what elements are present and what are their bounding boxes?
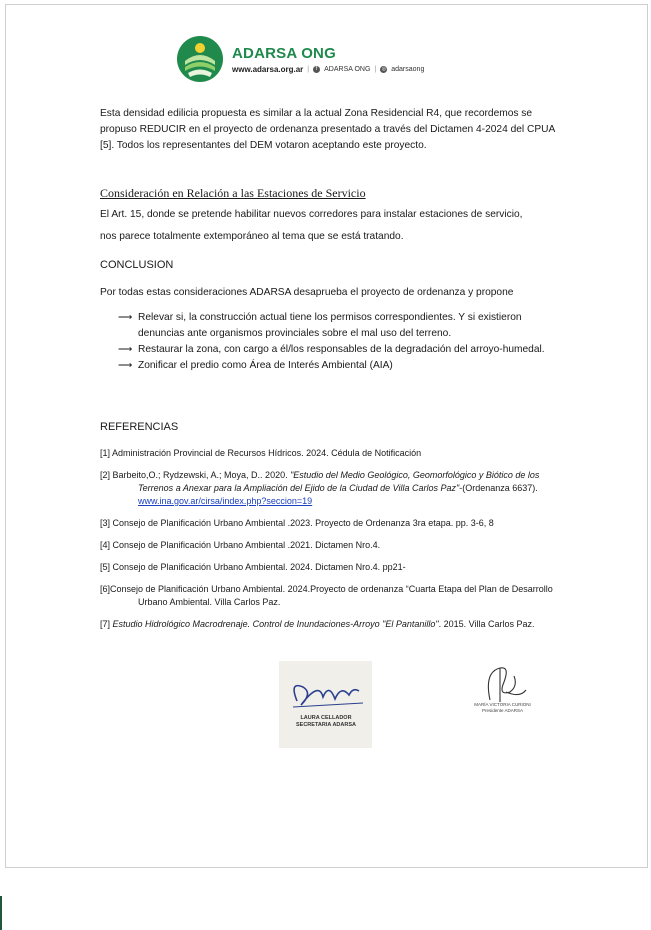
signature-right-caption: [470, 702, 535, 714]
list-item-text: Restaurar la zona, con cargo a él/los responsables de la degradación del arroyo-humedal.: [138, 344, 545, 355]
arrow-icon: ⟶: [118, 344, 133, 355]
facebook-handle[interactable]: ADARSA ONG: [324, 65, 371, 73]
reference-item: [100, 469, 560, 508]
signature-left-caption: [289, 715, 363, 729]
conclusion-text: Por todas estas consideraciones ADARSA desaprueba el proyecto de ordenanza y propone: [100, 287, 514, 298]
contact-line: [232, 65, 424, 74]
conclusion-title: CONCLUSION: [100, 259, 174, 271]
brand-name: [232, 45, 424, 62]
brand-title: ADARSA: [232, 44, 297, 62]
facebook-icon: f: [313, 66, 320, 73]
signature-left-name: LAURA CELLADOR: [300, 715, 352, 721]
list-item-text: Zonificar el predio como Área de Interés Ambiental (AIA): [138, 360, 393, 371]
conclusion-list: [118, 310, 558, 374]
reference-link[interactable]: www.ina.gov.ar/cirsa/index.php?seccion=19: [138, 496, 313, 506]
reference-item: [1] Administración Provincial de Recursos Hídricos. 2024. Cédula de Notificación: [100, 448, 422, 458]
list-item-text: Relevar si, la construcción actual tiene los permisos correspondientes. Y si existieron denuncias ante organismos provinciales sobre el mal uso del terreno.: [138, 312, 522, 339]
reference-item: [100, 618, 560, 631]
reference-item: [3] Consejo de Planificación Urbano Ambiental .2023. Proyecto de Ordenanza 3ra etapa. pp. 3-6, 8: [100, 518, 494, 528]
reference-title: "Estudio del Medio Geológico, Geomorfológico y Biótico de los Terrenos a Anexar para la Ampliación del Ejido de la Ciudad de Villa Carlos Paz": [138, 470, 540, 493]
instagram-icon: ◎: [381, 65, 386, 72]
references-title: REFERENCIAS: [100, 421, 179, 433]
section-title-stations: Consideración en Relación a las Estaciones de Servicio: [100, 186, 366, 200]
divider: |: [307, 65, 310, 73]
handwritten-signature-icon: [470, 662, 535, 704]
signature-left: [279, 661, 372, 748]
intro-paragraph: Esta densidad edilicia propuesta es similar a la actual Zona Residencial R4, que recordemos se propuso REDUCIR en el proyecto de ordenanza presentado a través del Dictamen 4-2024 del CPUA [5]. Todos los representantes del DEM votaron aceptando este proyecto.: [100, 108, 555, 151]
header-logo: [176, 35, 424, 83]
signature-right-role: Presidente ADARSA: [481, 708, 524, 713]
signature-left-role: SECRETARIA ADARSA: [296, 722, 356, 728]
reference-authors: [2] Barbeito,O.; Rydzewski, A.; Moya, D.. 2020.: [100, 470, 291, 480]
divider: |: [374, 65, 377, 73]
instagram-handle[interactable]: adarsaong: [391, 65, 425, 73]
brand-suffix: ONG: [301, 44, 336, 62]
reference-detail: . 2015. Villa Carlos Paz.: [438, 619, 535, 629]
arrow-icon: ⟶: [118, 312, 133, 323]
signature-right: [470, 662, 535, 747]
stations-line-2: nos parece totalmente extemporáneo al tema que se está tratando.: [100, 231, 404, 242]
reference-item: [5] Consejo de Planificación Urbano Ambiental. 2024. Dictamen Nro.4. pp21-: [100, 562, 406, 572]
references-list: [100, 447, 560, 640]
stations-line-1: El Art. 15, donde se pretende habilitar nuevos corredores para instalar estaciones de servicio,: [100, 209, 523, 220]
website-link[interactable]: www.adarsa.org.ar: [232, 64, 304, 74]
page-edge-divider: [0, 896, 2, 930]
reference-number: [7]: [100, 619, 113, 629]
list-item: [118, 310, 558, 342]
reference-detail: -(Ordenanza 6637).: [459, 483, 538, 493]
list-item: [118, 342, 558, 358]
adarsa-logo-icon: [176, 35, 224, 83]
reference-item: [6]Consejo de Planificación Urbano Ambiental. 2024.Proyecto de ordenanza “Cuarta Etapa del Plan de Desarrollo Urbano Ambiental. Villa Carlos Paz.: [100, 584, 553, 607]
reference-item: [4] Consejo de Planificación Urbano Ambiental .2021. Dictamen Nro.4.: [100, 540, 381, 550]
reference-title: Estudio Hidrológico Macrodrenaje. Control de Inundaciones-Arroyo "El Pantanillo": [112, 619, 439, 629]
handwritten-signature-icon: [279, 661, 372, 716]
list-item: [118, 358, 558, 374]
signature-right-name: MARÍA VICTORIA CURIONI: [474, 702, 531, 707]
arrow-icon: ⟶: [118, 360, 133, 371]
